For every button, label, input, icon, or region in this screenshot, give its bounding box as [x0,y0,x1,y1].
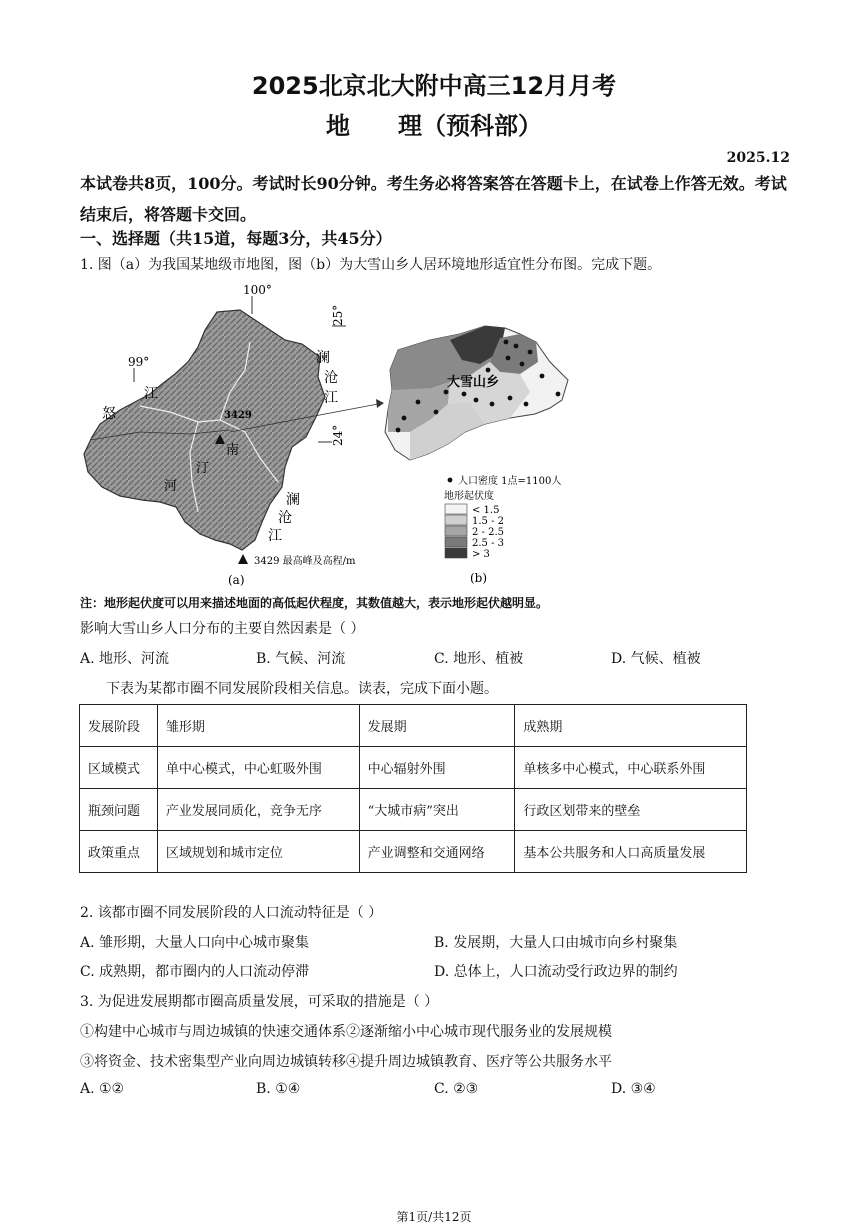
river-label-lancang-3: 江 [324,390,338,406]
q3-option-b[interactable]: B. ①④ [256,1081,301,1097]
river-label-lancang-b2: 沧 [278,510,292,526]
lat-24-label: 24° [331,424,345,446]
table-cell: “大城市病”突出 [359,789,515,831]
river-label-lancang-1: 澜 [316,350,330,366]
legend-relief-title: 地形起伏度 [444,491,494,502]
table-cell: 政策重点 [80,831,158,873]
legend-peak-label: 3429 最高峰及高程/m [254,556,356,567]
table-cell: 中心辐射外围 [359,747,515,789]
legend-item-4: 2.5 - 3 [472,538,505,549]
map-a [84,283,356,587]
legend-relief [445,504,467,558]
q2-option-a[interactable]: A. 雏形期，大量人口向中心城市聚集 [80,935,310,951]
q2-stem: 2. 该都市圈不同发展阶段的人口流动特征是（ ） [80,905,383,921]
table-cell: 产业发展同质化，竞争无序 [157,789,359,831]
q2-option-b[interactable]: B. 发展期，大量人口由城市向乡村聚集 [434,935,678,951]
q3-statements-line1: ①构建中心城市与周边城镇的快速交通体系②逐渐缩小中心城市现代服务业的发展规模 [80,1024,612,1040]
table-header-cell: 发展期 [359,705,515,747]
q3-option-d[interactable]: D. ③④ [611,1081,656,1097]
metro-stage-table [79,704,747,873]
table-cell: 行政区划带来的壁垒 [515,789,747,831]
table-cell: 区域模式 [80,747,158,789]
table-intro: 下表为某都市圈不同发展阶段相关信息。读表，完成下面小题。 [106,681,498,697]
table-cell: 瓶颈问题 [80,789,158,831]
legend-dot-icon [448,478,453,483]
page-footer: 第1页/共12页 [396,1210,472,1224]
arrow-head-icon [376,399,384,408]
table-cell: 单核多中心模式，中心联系外围 [515,747,747,789]
q1-question: 影响大雪山乡人口分布的主要自然因素是（ ） [80,621,365,637]
figure-note: 注：地形起伏度可以用来描述地面的高低起伏程度，其数值越大，表示地形起伏越明显。 [80,596,549,610]
table-row [80,747,747,789]
q1-option-a[interactable]: A. 地形、河流 [80,651,170,667]
legend-population: 人口密度 1点=1100人 [458,476,562,487]
table-header-cell: 发展阶段 [80,705,158,747]
q2-option-d[interactable]: D. 总体上，人口流动受行政边界的制约 [434,964,678,980]
river-label-lancang-b3: 江 [268,528,282,544]
table-row [80,831,747,873]
river-label-lancang-b1: 澜 [286,492,300,508]
table-row [80,705,747,747]
exam-date: 2025.12 [726,150,790,166]
exam-title: 2025北京北大附中高三12月月考 [251,72,617,100]
river-label-nujiang-1: 怒 [102,406,116,422]
legend-item-1: < 1.5 [472,505,500,516]
lon-99-label: 99° [128,355,150,369]
table-cell: 单中心模式，中心虹吸外围 [157,747,359,789]
peak-elevation: 3429 [224,410,252,421]
legend-peak-icon [238,554,248,564]
river-label-nanting-1: 南 [226,443,240,458]
q3-statements-line2: ③将资金、技术密集型产业向周边城镇转移④提升周边城镇教育、医疗等公共服务水平 [80,1054,612,1070]
table-cell: 产业调整和交通网络 [359,831,515,873]
q3-option-a[interactable]: A. ①② [80,1081,125,1097]
lat-25-label: 25° [331,304,345,326]
q2-option-c[interactable]: C. 成熟期，都市圈内的人口流动停滞 [80,964,310,980]
q3-option-c[interactable]: C. ②③ [434,1081,479,1097]
township-label: 大雪山乡 [447,375,500,390]
table-cell: 区域规划和城市定位 [157,831,359,873]
table-header-cell: 雏形期 [157,705,359,747]
legend-item-5: > 3 [472,549,490,560]
q3-stem: 3. 为促进发展期都市圈高质量发展，可采取的措施是（ ） [80,994,439,1010]
river-label-lancang-2: 沧 [324,370,338,386]
caption-b: (b) [470,571,488,585]
lon-100-label: 100° [243,283,272,297]
legend-item-3: 2 - 2.5 [472,527,505,538]
river-label-nujiang-2: 江 [144,386,158,402]
exam-instructions: 本试卷共8页，100分。考试时长90分钟。考生务必将答案答在答题卡上，在试卷上作答无效。考试结束后，将答题卡交回。 [80,174,787,224]
river-label-nanting-3: 河 [164,479,178,494]
subject-title: 地 理（预科部） [326,112,542,140]
q1-option-c[interactable]: C. 地形、植被 [434,651,524,667]
section-heading: 一、选择题（共15道，每题3分，共45分） [80,229,392,248]
q1-figure [80,282,580,587]
map-b [385,326,568,585]
river-label-nanting-2: 汀 [196,461,210,476]
q1-option-b[interactable]: B. 气候、河流 [256,651,346,667]
table-header-cell: 成熟期 [515,705,747,747]
caption-a: (a) [228,573,245,587]
table-row [80,789,747,831]
legend-item-2: 1.5 - 2 [472,516,505,527]
table-cell: 基本公共服务和人口高质量发展 [515,831,747,873]
q1-option-d[interactable]: D. 气候、植被 [611,651,701,667]
q1-stem: 1. 图（a）为我国某地级市地图，图（b）为大雪山乡人居环境地形适宜性分布图。完成下题。 [80,257,662,273]
